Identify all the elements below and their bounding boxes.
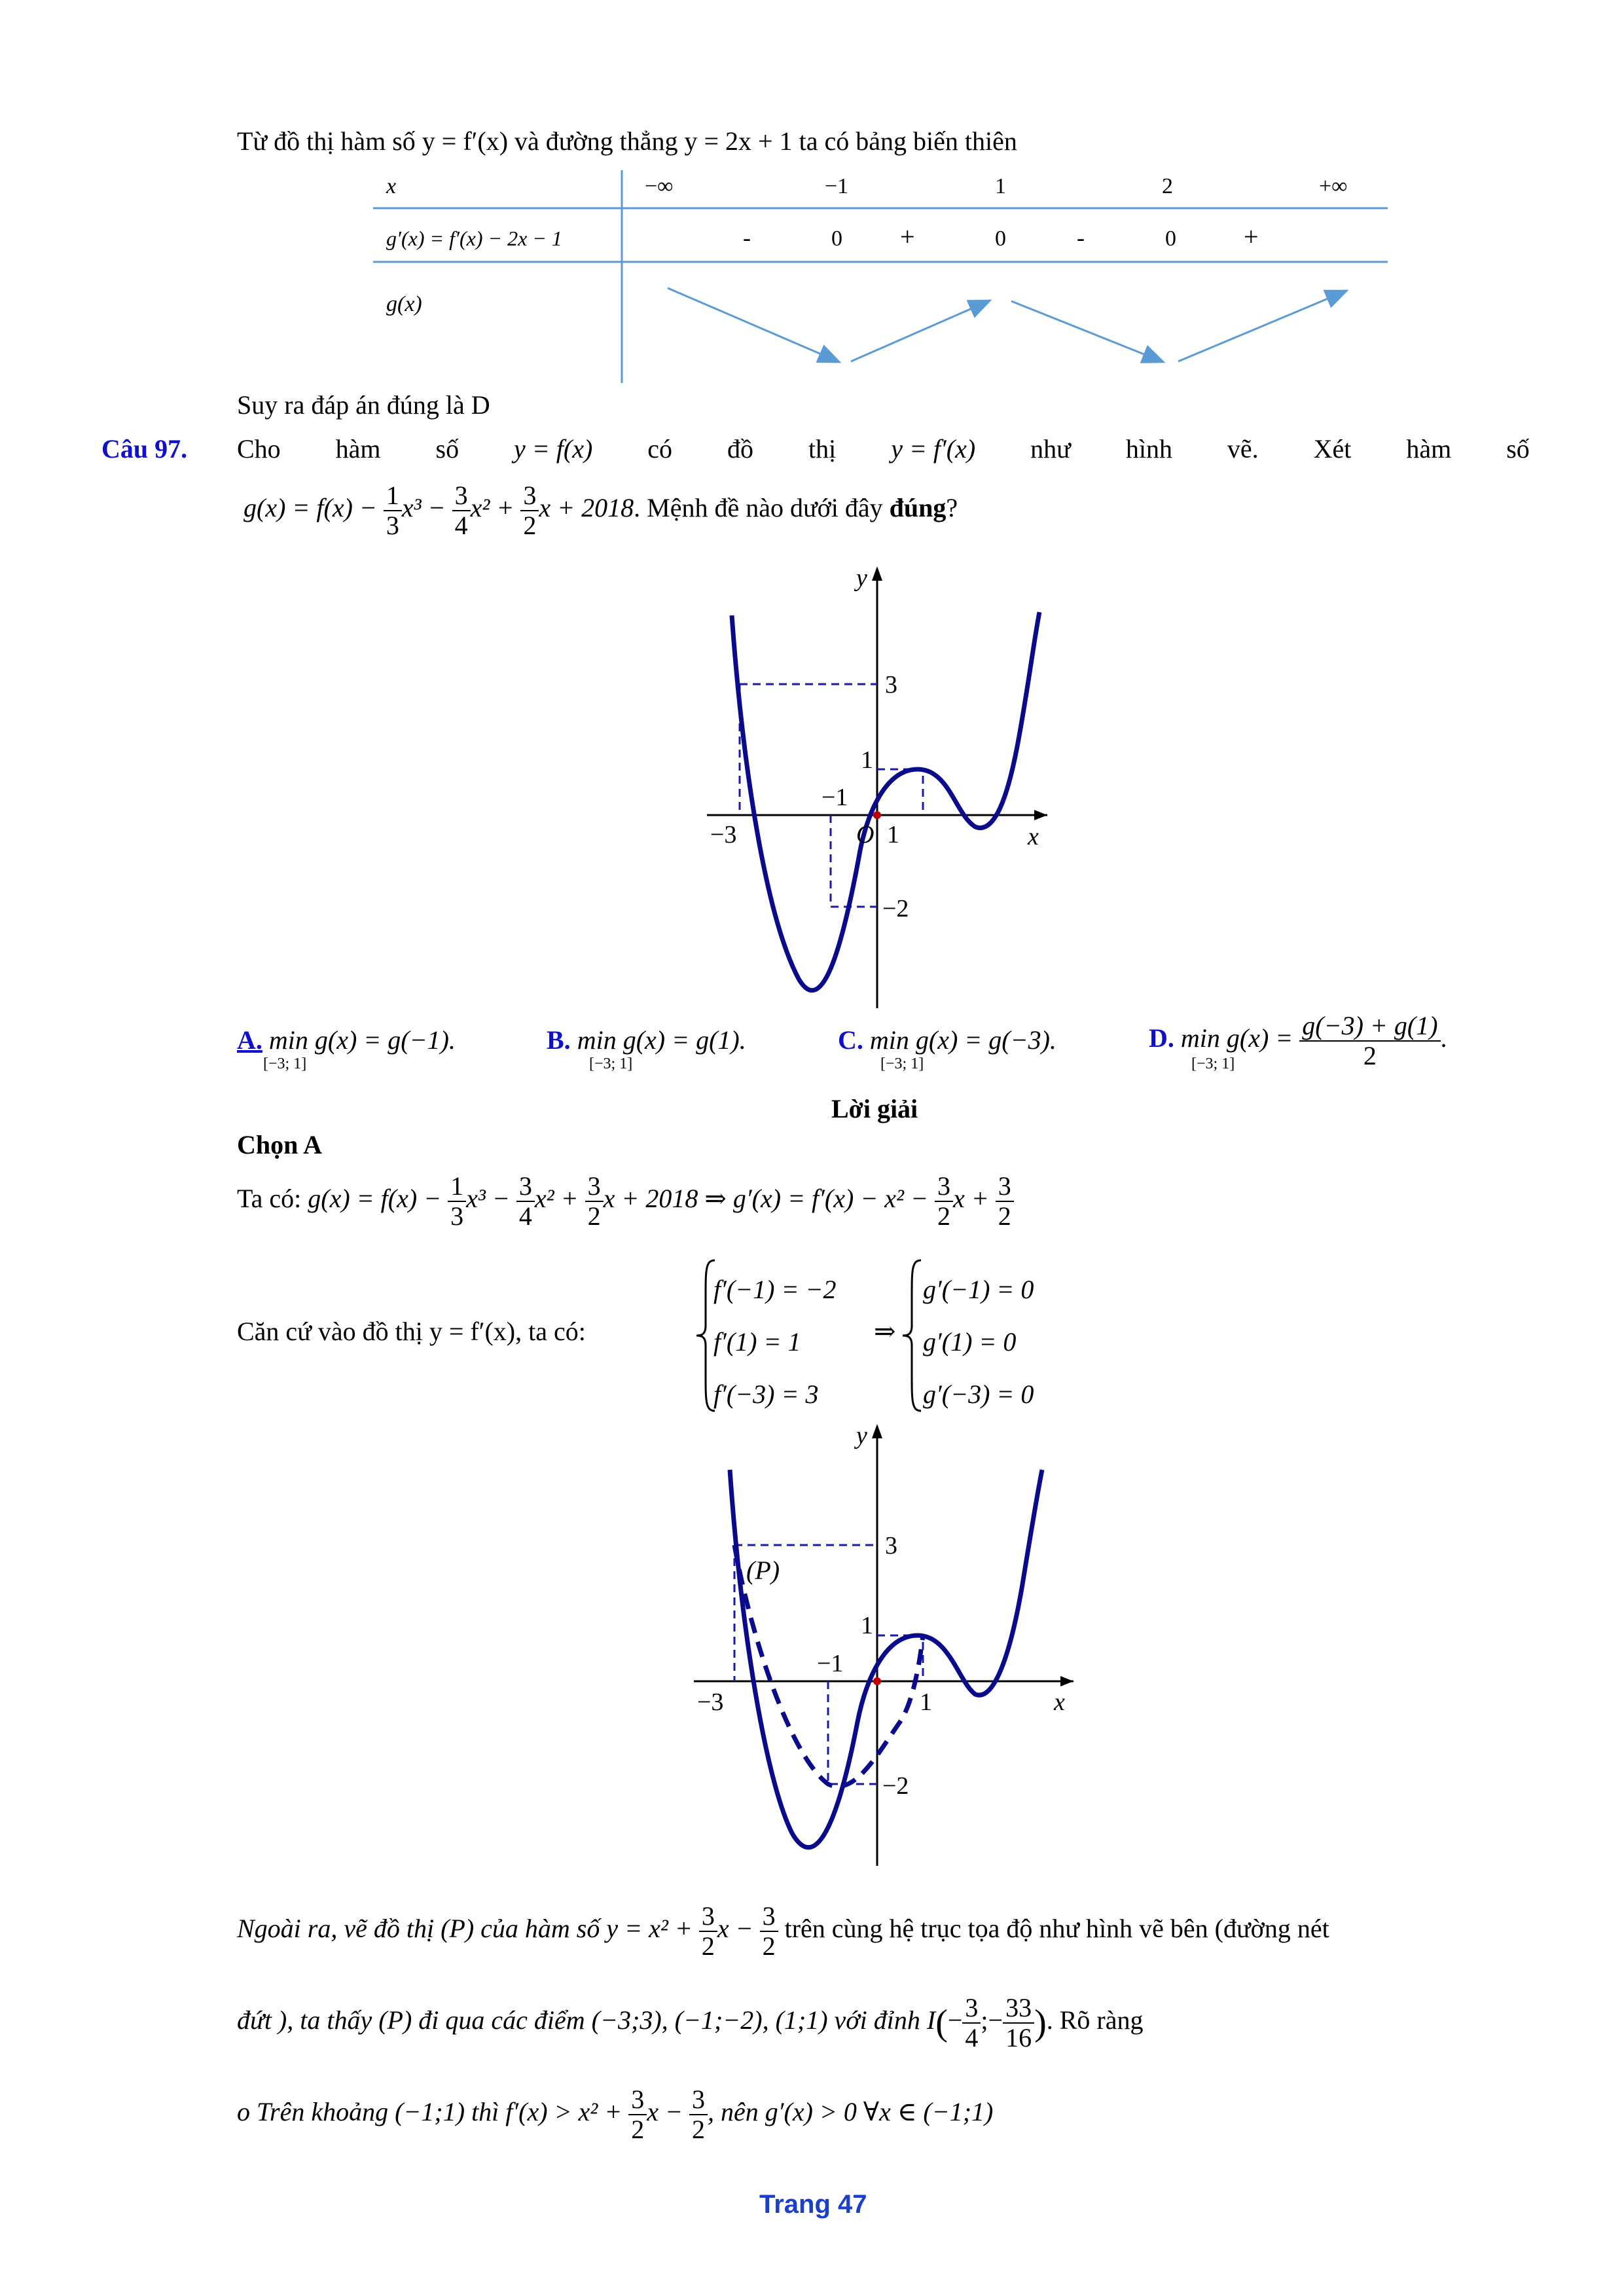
table-sign: - [1077, 225, 1085, 251]
question-label: Câu 97. [101, 434, 188, 464]
svg-text:1: 1 [861, 1612, 873, 1639]
svg-text:1: 1 [861, 746, 873, 774]
graph-f-prime [681, 560, 1087, 1011]
svg-text:−1: −1 [821, 784, 848, 811]
table-x-value: 1 [995, 174, 1006, 198]
y-axis-arrow-icon [872, 566, 882, 581]
table-x-label: x [386, 174, 397, 198]
svg-text:1: 1 [887, 821, 899, 848]
question-line-2: g(x) = f(x) − $\frac{1}{3}$ x³ − $\frac{3}{4}$ x² + $\frac{3}{2}$ x + 2018. Mệnh đề nào dưới đây đúng? [244, 481, 958, 540]
option-c[interactable]: C. min g(x) = g(−3). [838, 1025, 1056, 1055]
table-sign: 0 [831, 227, 842, 251]
svg-text:y: y [856, 564, 867, 592]
table-sign: - [743, 225, 751, 251]
table-sign: + [900, 222, 915, 251]
svg-text:−2: −2 [882, 895, 909, 922]
page-number: Trang 47 [759, 2190, 867, 2219]
table-x-value: +∞ [1319, 174, 1348, 198]
svg-text:−1: −1 [817, 1650, 844, 1677]
increasing-arrow [851, 301, 988, 361]
table-g-label: g(x) [386, 292, 422, 316]
svg-text:y: y [856, 1422, 867, 1449]
x-axis-arrow-icon [1060, 1676, 1074, 1686]
table-sign: + [1244, 222, 1259, 251]
decreasing-arrow [1011, 301, 1162, 361]
option-d[interactable]: D. min g(x) = $\frac{g(-3) + g(1)}{2}$ . [1149, 1011, 1447, 1070]
system-left: f′(−1) = −2 f′(1) = 1 f′(−3) = 3 [713, 1275, 837, 1409]
table-x-value: 2 [1162, 174, 1173, 198]
right-brace [900, 1257, 926, 1414]
bottom-line-1: Ngoài ra, vẽ đồ thị (P) của hàm số y = x² + $\frac{3}{2}$ x − $\frac{3}{2}$ trên cùng hệ trục tọa độ như hình vẽ bên (đường nét [237, 1901, 1329, 1961]
svg-text:−3: −3 [710, 821, 737, 848]
svg-text:O: O [856, 821, 875, 848]
table-x-value: −1 [825, 174, 849, 198]
solution-heading: Lời giải [831, 1094, 918, 1123]
variation-table [367, 164, 1401, 386]
svg-text:−2: −2 [882, 1772, 909, 1800]
option-a[interactable]: A. min g(x) = g(−1). [237, 1025, 456, 1055]
option-d-subscript: [−3; 1] [1191, 1055, 1235, 1072]
question-line-1: Cho hàm số y = f(x) có đồ thị y = f′(x) như hình vẽ. Xét hàm số [237, 434, 1530, 464]
y-axis-arrow-icon [872, 1424, 882, 1438]
table-sign: 0 [1165, 227, 1176, 251]
origin-point [873, 811, 881, 819]
increasing-arrow [1178, 291, 1345, 361]
bottom-line-3: o Trên khoảng (−1;1) thì f′(x) > x² + $\frac{3}{2}$ x − $\frac{3}{2}$ , nên g′(x) > 0 ∀x ∈ (−1;1) [237, 2085, 994, 2144]
table-sign: 0 [995, 227, 1006, 251]
option-b[interactable]: B. min g(x) = g(1). [547, 1025, 746, 1055]
previous-conclusion: Suy ra đáp án đúng là D [237, 390, 490, 420]
svg-text:x: x [1054, 1688, 1065, 1716]
svg-text:3: 3 [885, 1532, 897, 1559]
decreasing-arrow [668, 288, 838, 361]
chosen-answer: Chọn A [237, 1130, 323, 1159]
system-right: g′(−1) = 0 g′(1) = 0 g′(−3) = 0 [923, 1275, 1034, 1409]
svg-text:1: 1 [920, 1688, 932, 1716]
svg-text:−3: −3 [697, 1688, 724, 1716]
solution-line-2: Căn cứ vào đồ thị y = f′(x), ta có: [237, 1317, 586, 1346]
origin-point [873, 1677, 881, 1685]
f-prime-curve [732, 612, 1039, 991]
svg-text:3: 3 [885, 671, 897, 699]
intro-text: Từ đồ thị hàm số y = f′(x) và đường thẳng y = 2x + 1 ta có bảng biến thiên [237, 126, 1017, 156]
graph-f-prime-with-parabola [681, 1414, 1100, 1872]
option-a-subscript: [−3; 1] [263, 1055, 307, 1072]
implies-arrow: ⇒ [874, 1317, 896, 1346]
svg-text:(P): (P) [746, 1556, 780, 1585]
x-axis-arrow-icon [1034, 810, 1047, 820]
svg-text:x: x [1028, 823, 1039, 850]
table-x-value: −∞ [645, 174, 674, 198]
option-c-subscript: [−3; 1] [880, 1055, 924, 1072]
bottom-line-2: đứt ), ta thấy (P) đi qua các điểm (−3;3), (−1;−2), (1;1) với đỉnh I(− $\frac{3}{4}$ ;− $\frac{33}{16}$ ). Rõ ràng [237, 1993, 1144, 2052]
option-b-subscript: [−3; 1] [589, 1055, 633, 1072]
solution-line-1: Ta có: g(x) = f(x) − $\frac{1}{3}$ x³ − $\frac{3}{4}$ x² + $\frac{3}{2}$ x + 2018 ⇒ g′(x) = f′(x) − x² − $\frac{3}{2}$ x + $\frac{3}{2}$ [237, 1172, 1014, 1231]
table-gprime-label: g′(x) = f′(x) − 2x − 1 [386, 227, 562, 250]
